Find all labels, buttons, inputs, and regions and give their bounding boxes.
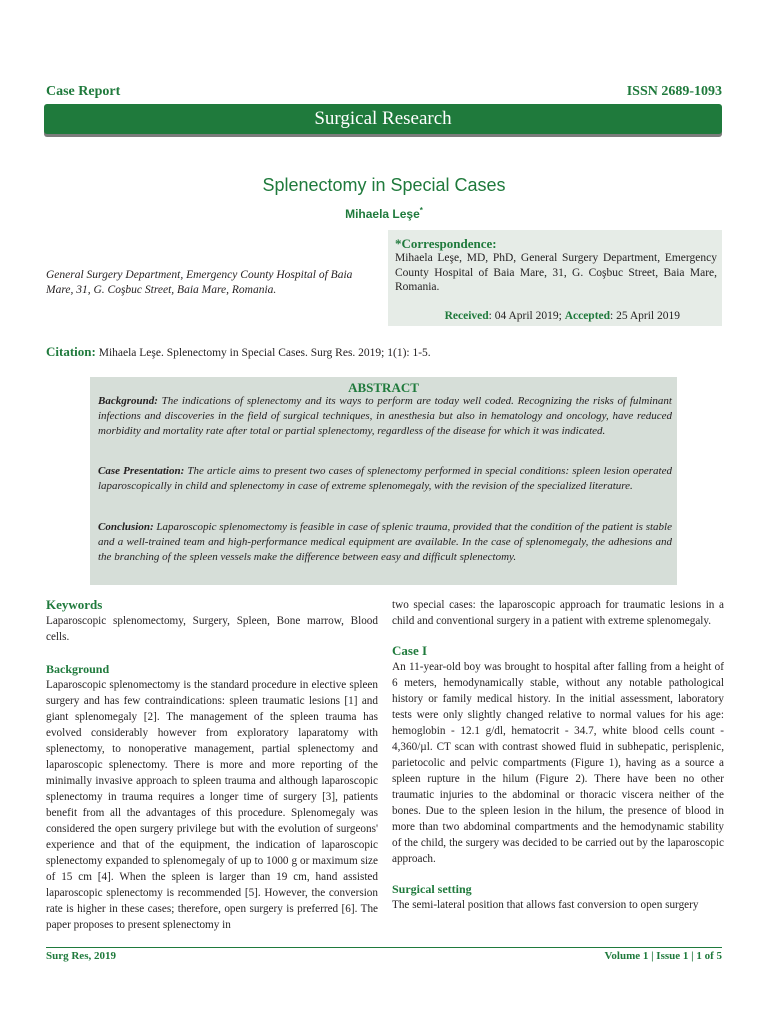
received-label: Received bbox=[444, 310, 489, 322]
affiliation: General Surgery Department, Emergency County Hospital of Baia Mare, 31, G. Coşbuc Street, Baia Mare, Romania. bbox=[46, 269, 353, 296]
article-title-text: Splenectomy in Special Cases bbox=[262, 175, 506, 195]
correspondence-box bbox=[388, 230, 722, 326]
keywords-heading: Keywords bbox=[46, 597, 103, 612]
accepted-date: : 25 April 2019 bbox=[610, 310, 680, 322]
received-accepted-dates bbox=[445, 310, 680, 322]
correspondence-heading: *Correspondence: bbox=[395, 236, 497, 251]
intro-continuation: two special cases: the laparoscopic approach for traumatic lesions in a child and conventional surgery in a patient with extreme splenomegaly. bbox=[392, 599, 724, 627]
correspondence-body: Mihaela Leşe, MD, PhD, General Surgery Department, Emergency County Hospital of Baia Mare, 31, G. Coşbuc Street, Baia Mare, Romania. bbox=[395, 252, 717, 293]
abstract-case-label: Case Presentation: bbox=[98, 465, 185, 477]
abstract-title: ABSTRACT bbox=[348, 380, 419, 395]
author-mark: * bbox=[419, 206, 423, 215]
abstract-background-text: The indications of splenectomy and its ways to perform are today well coded. Recognizing the risks of fulminant infections and discoveries in the field of surgical techniques, in anesthesia but also in hematology and oncology, have reduced morbidity and mortality rate after total or partial splenectomy, regardless of the disease for which it was indicated. bbox=[98, 395, 672, 437]
accepted-label: Accepted bbox=[564, 310, 611, 322]
article-title bbox=[0, 175, 768, 196]
case1-text: An 11-year-old boy was brought to hospital after falling from a height of 6 meters, hemodynamically stable, without any notable pathological history or family medical history. In the initial assessment, laboratory tests were only slightly changed relative to normal values for his age: hemoglobin - 12.1 g/dl, hematocrit - 34.7, white blood cells count - 4,360/µl. CT scan with contrast showed fluid in subhepatic, perisplenic, parietocolic and pelvic compartments (Figure 1), having as a source a spleen rupture in the hilum (Figure 2). There have been no other traumatic injuries to the abdominal or thoracic viscera neither of the bones. Due to the spleen lesion in the hilum, the presence of blood in more than two abdominal compartments and the hemodynamic stability of the child, the surgery was decided to be carried out by the laparoscopic approach. bbox=[392, 661, 724, 865]
journal-banner: Surgical Research bbox=[44, 104, 722, 134]
left-column bbox=[46, 597, 378, 933]
citation bbox=[46, 344, 726, 360]
abstract-background-label: Background: bbox=[98, 395, 158, 407]
footer-divider bbox=[46, 947, 722, 948]
abstract-case-presentation bbox=[98, 464, 672, 494]
citation-text: Mihaela Leşe. Splenectomy in Special Cases. Surg Res. 2019; 1(1): 1-5. bbox=[95, 347, 431, 359]
abstract-background bbox=[98, 394, 672, 438]
author-name: Mihaela Leşe bbox=[345, 207, 420, 221]
abstract-case-text: The article aims to present two cases of splenectomy performed in special conditions: spleen lesion operated laparoscopically in child and splenectomy in case of extreme splenomegaly, with the revision of the specialized literature. bbox=[98, 465, 672, 492]
background-heading: Background bbox=[46, 662, 110, 676]
footer-page-info: Volume 1 | Issue 1 | 1 of 5 bbox=[604, 950, 722, 962]
citation-label: Citation: bbox=[46, 344, 96, 359]
case1-heading: Case I bbox=[392, 643, 428, 658]
abstract-conclusion bbox=[98, 520, 672, 564]
article-type-label: Case Report bbox=[46, 84, 121, 99]
surgical-setting-text: The semi-lateral position that allows fast conversion to open surgery bbox=[392, 899, 699, 911]
surgical-setting-heading: Surgical setting bbox=[392, 882, 472, 896]
right-column bbox=[392, 597, 724, 913]
issn-label: ISSN 2689-1093 bbox=[626, 84, 722, 99]
abstract-box bbox=[90, 377, 677, 585]
abstract-conclusion-label: Conclusion: bbox=[98, 521, 154, 533]
received-date: : 04 April 2019; bbox=[488, 310, 565, 322]
background-text: Laparoscopic splenomectomy is the standard procedure in elective spleen surgery and has few contraindications: spleen traumatic lesions [1] and giant splenomegaly [2]. The management of the spleen trauma has evolved considerably however from exploratory laparatomy with splenectomy, to nonoperative management, partial splenectomy and laparoscopic splenectomy. There is more and more reporting of the minimally invasive approach to spleen trauma and although laparoscopic splenectomy in trauma requires a longer time of surgery [3], patients benefit from all the advantages of this procedure. Splenomegaly was considered the open surgery privilege but with the evolution of surgeons' experience and that of the equipment, the indication of laparoscopic splenectomy expanded to splenomegaly of up to 1000 g or maximum size of 15 cm [4]. When the spleen is larger than 19 cm, hand assisted laparoscopic splenectomy is recommended [5]. However, the conversion rate is higher in these cases; therefore, open surgery is preferred [6]. The paper proposes to present splenectomy in bbox=[46, 679, 378, 931]
footer-journal: Surg Res, 2019 bbox=[46, 950, 116, 962]
abstract-conclusion-text: Laparoscopic splenomectomy is feasible in case of splenic trauma, provided that the condition of the patient is stable and a well-trained team and high-performance medical equipment are available. In the case of splenomegaly, the adhesions and the branching of the spleen vessels make the difference between easy and difficult splenectomy. bbox=[98, 521, 672, 563]
author-line bbox=[0, 206, 768, 221]
keywords-text: Laparoscopic splenomectomy, Surgery, Spleen, Bone marrow, Blood cells. bbox=[46, 615, 378, 643]
